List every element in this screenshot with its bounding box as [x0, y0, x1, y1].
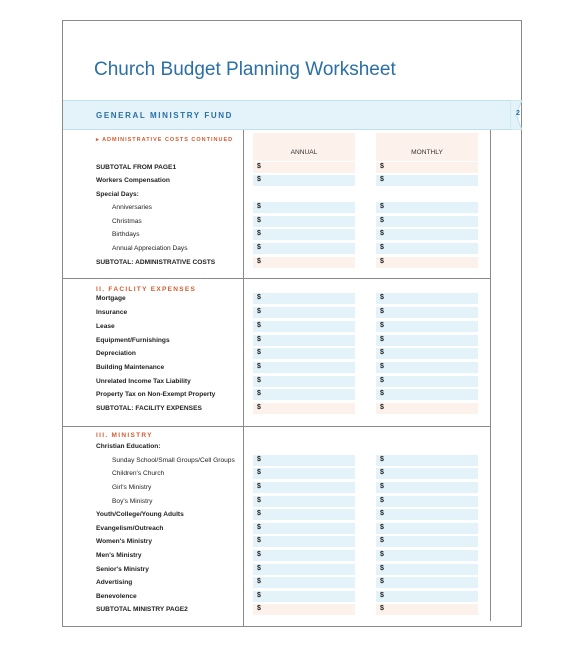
column-header-annual-bg [253, 133, 355, 161]
row-label: SUBTOTAL: ADMINISTRATIVE COSTS [96, 259, 216, 266]
dollar-sign: $ [380, 390, 384, 397]
amount-field-annual[interactable] [253, 175, 355, 186]
row-label: Annual Appreciation Days [112, 245, 188, 252]
dollar-sign: $ [380, 363, 384, 370]
worksheet-page [62, 20, 522, 627]
amount-field-monthly[interactable] [376, 577, 478, 588]
dollar-sign: $ [257, 244, 261, 251]
column-header-monthly: MONTHLY [411, 149, 443, 156]
row-label: Christmas [112, 218, 142, 225]
dollar-sign: $ [257, 578, 261, 585]
row-label: Insurance [96, 309, 128, 316]
dollar-sign: $ [380, 377, 384, 384]
amount-field-annual[interactable] [253, 321, 355, 332]
row-label: Special Days: [96, 191, 139, 198]
row-label: Mortgage [96, 295, 126, 302]
dollar-sign: $ [380, 163, 384, 170]
dollar-sign: $ [380, 308, 384, 315]
row-label: SUBTOTAL MINISTRY PAGE2 [96, 606, 188, 613]
dollar-sign: $ [257, 390, 261, 397]
amount-field-annual[interactable] [253, 455, 355, 466]
dollar-sign: $ [257, 565, 261, 572]
amount-field-annual[interactable] [253, 468, 355, 479]
amount-field-monthly[interactable] [376, 348, 478, 359]
dollar-sign: $ [257, 336, 261, 343]
dollar-sign: $ [257, 605, 261, 612]
row-label: Children's Church [112, 470, 165, 477]
dollar-sign: $ [257, 163, 261, 170]
amount-field-annual[interactable] [253, 202, 355, 213]
row-label: Depreciation [96, 350, 136, 357]
dollar-sign: $ [380, 322, 384, 329]
row-label: SUBTOTAL: FACILITY EXPENSES [96, 405, 202, 412]
amount-field-monthly[interactable] [376, 523, 478, 534]
amount-field-annual[interactable] [253, 509, 355, 520]
row-label: Building Maintenance [96, 364, 165, 371]
amount-field-monthly[interactable] [376, 550, 478, 561]
dollar-sign: $ [257, 469, 261, 476]
row-label: Anniversaries [112, 204, 152, 211]
dollar-sign: $ [380, 578, 384, 585]
amount-field-monthly[interactable] [376, 202, 478, 213]
amount-field-annual[interactable] [253, 550, 355, 561]
amount-field-annual[interactable] [253, 229, 355, 240]
amount-field-annual[interactable] [253, 389, 355, 400]
dollar-sign: $ [257, 230, 261, 237]
dollar-sign: $ [380, 524, 384, 531]
dollar-sign: $ [380, 258, 384, 265]
dollar-sign: $ [380, 203, 384, 210]
dollar-sign: $ [257, 377, 261, 384]
amount-field-monthly[interactable] [376, 257, 478, 268]
amount-field-annual[interactable] [253, 496, 355, 507]
amount-field-annual[interactable] [253, 293, 355, 304]
dollar-sign: $ [380, 230, 384, 237]
dollar-sign: $ [380, 510, 384, 517]
dollar-sign: $ [257, 404, 261, 411]
amount-field-annual[interactable] [253, 482, 355, 493]
dollar-sign: $ [380, 404, 384, 411]
dollar-sign: $ [257, 308, 261, 315]
amount-field-monthly[interactable] [376, 335, 478, 346]
amount-field-annual[interactable] [253, 536, 355, 547]
dollar-sign: $ [257, 497, 261, 504]
dollar-sign: $ [380, 336, 384, 343]
amount-field-monthly[interactable] [376, 376, 478, 387]
dollar-sign: $ [257, 363, 261, 370]
amount-field-monthly[interactable] [376, 604, 478, 615]
row-label: Workers Compensation [96, 177, 170, 184]
amount-field-annual[interactable] [253, 162, 355, 173]
amount-field-monthly[interactable] [376, 362, 478, 373]
dollar-sign: $ [380, 469, 384, 476]
amount-field-monthly[interactable] [376, 229, 478, 240]
amount-field-monthly[interactable] [376, 293, 478, 304]
amount-field-monthly[interactable] [376, 216, 478, 227]
row-label: Unrelated Income Tax Liability [96, 378, 191, 385]
dollar-sign: $ [380, 497, 384, 504]
amount-field-annual[interactable] [253, 257, 355, 268]
amount-field-annual[interactable] [253, 604, 355, 615]
amount-field-monthly[interactable] [376, 162, 478, 173]
section-divider [63, 278, 491, 279]
section-heading: ▸ ADMINISTRATIVE COSTS CONTINUED [96, 137, 234, 143]
dollar-sign: $ [257, 176, 261, 183]
dollar-sign: $ [257, 524, 261, 531]
column-divider [243, 130, 244, 627]
row-label: Equipment/Furnishings [96, 337, 170, 344]
dollar-sign: $ [257, 483, 261, 490]
amount-field-monthly[interactable] [376, 243, 478, 254]
amount-field-annual[interactable] [253, 335, 355, 346]
dollar-sign: $ [380, 483, 384, 490]
section-divider [63, 426, 491, 427]
row-label: Boy's Ministry [112, 498, 153, 505]
dollar-sign: $ [380, 605, 384, 612]
dollar-sign: $ [380, 217, 384, 224]
dollar-sign: $ [257, 510, 261, 517]
amount-field-annual[interactable] [253, 523, 355, 534]
amount-field-monthly[interactable] [376, 389, 478, 400]
section-heading: III. MINISTRY [96, 432, 153, 439]
dollar-sign: $ [257, 294, 261, 301]
amount-field-annual[interactable] [253, 348, 355, 359]
dollar-sign: $ [257, 322, 261, 329]
section-heading: II. FACILITY EXPENSES [96, 286, 197, 293]
row-label: SUBTOTAL FROM PAGE1 [96, 164, 177, 171]
column-header-monthly-bg [376, 133, 478, 161]
row-label: Men's Ministry [96, 552, 142, 559]
amount-field-monthly[interactable] [376, 564, 478, 575]
amount-field-annual[interactable] [253, 307, 355, 318]
amount-field-monthly[interactable] [376, 403, 478, 414]
row-label: Property Tax on Non-Exempt Property [96, 391, 216, 398]
amount-field-monthly[interactable] [376, 175, 478, 186]
amount-field-monthly[interactable] [376, 455, 478, 466]
row-label: Evangelism/Outreach [96, 525, 164, 532]
dollar-sign: $ [380, 349, 384, 356]
column-header-annual: ANNUAL [290, 149, 318, 156]
dollar-sign: $ [380, 592, 384, 599]
amount-field-annual[interactable] [253, 577, 355, 588]
amount-field-annual[interactable] [253, 591, 355, 602]
amount-field-monthly[interactable] [376, 496, 478, 507]
amount-field-monthly[interactable] [376, 307, 478, 318]
dollar-sign: $ [257, 349, 261, 356]
dollar-sign: $ [257, 592, 261, 599]
row-label: Benevolence [96, 593, 137, 600]
dollar-sign: $ [257, 551, 261, 558]
row-label: Senior's Ministry [96, 566, 149, 573]
amount-field-annual[interactable] [253, 403, 355, 414]
row-label: Girl's Ministry [112, 484, 152, 491]
amount-field-annual[interactable] [253, 362, 355, 373]
row-label: Youth/College/Young Adults [96, 511, 184, 518]
dollar-sign: $ [380, 551, 384, 558]
amount-field-monthly[interactable] [376, 321, 478, 332]
right-border [490, 130, 491, 621]
row-label: Christian Education: [96, 443, 161, 450]
dollar-sign: $ [257, 258, 261, 265]
row-label: Women's Ministry [96, 538, 153, 545]
dollar-sign: $ [380, 537, 384, 544]
row-label: Sunday School/Small Groups/Cell Groups [112, 457, 235, 464]
row-label: Lease [96, 323, 115, 330]
dollar-sign: $ [257, 203, 261, 210]
dollar-sign: $ [380, 456, 384, 463]
amount-field-annual[interactable] [253, 216, 355, 227]
fund-label: GENERAL MINISTRY FUND [96, 111, 234, 120]
dollar-sign: $ [380, 565, 384, 572]
amount-field-monthly[interactable] [376, 482, 478, 493]
amount-field-monthly[interactable] [376, 468, 478, 479]
amount-field-monthly[interactable] [376, 536, 478, 547]
amount-field-monthly[interactable] [376, 509, 478, 520]
amount-field-annual[interactable] [253, 243, 355, 254]
row-label: Advertising [96, 579, 133, 586]
dollar-sign: $ [257, 217, 261, 224]
dollar-sign: $ [380, 294, 384, 301]
page-number: 2 [516, 110, 520, 117]
dollar-sign: $ [257, 456, 261, 463]
dollar-sign: $ [257, 537, 261, 544]
row-label: Birthdays [112, 231, 140, 238]
amount-field-monthly[interactable] [376, 591, 478, 602]
dollar-sign: $ [380, 244, 384, 251]
page-title: Church Budget Planning Worksheet [94, 59, 396, 80]
amount-field-annual[interactable] [253, 376, 355, 387]
fund-band [63, 100, 519, 130]
amount-field-annual[interactable] [253, 564, 355, 575]
dollar-sign: $ [380, 176, 384, 183]
